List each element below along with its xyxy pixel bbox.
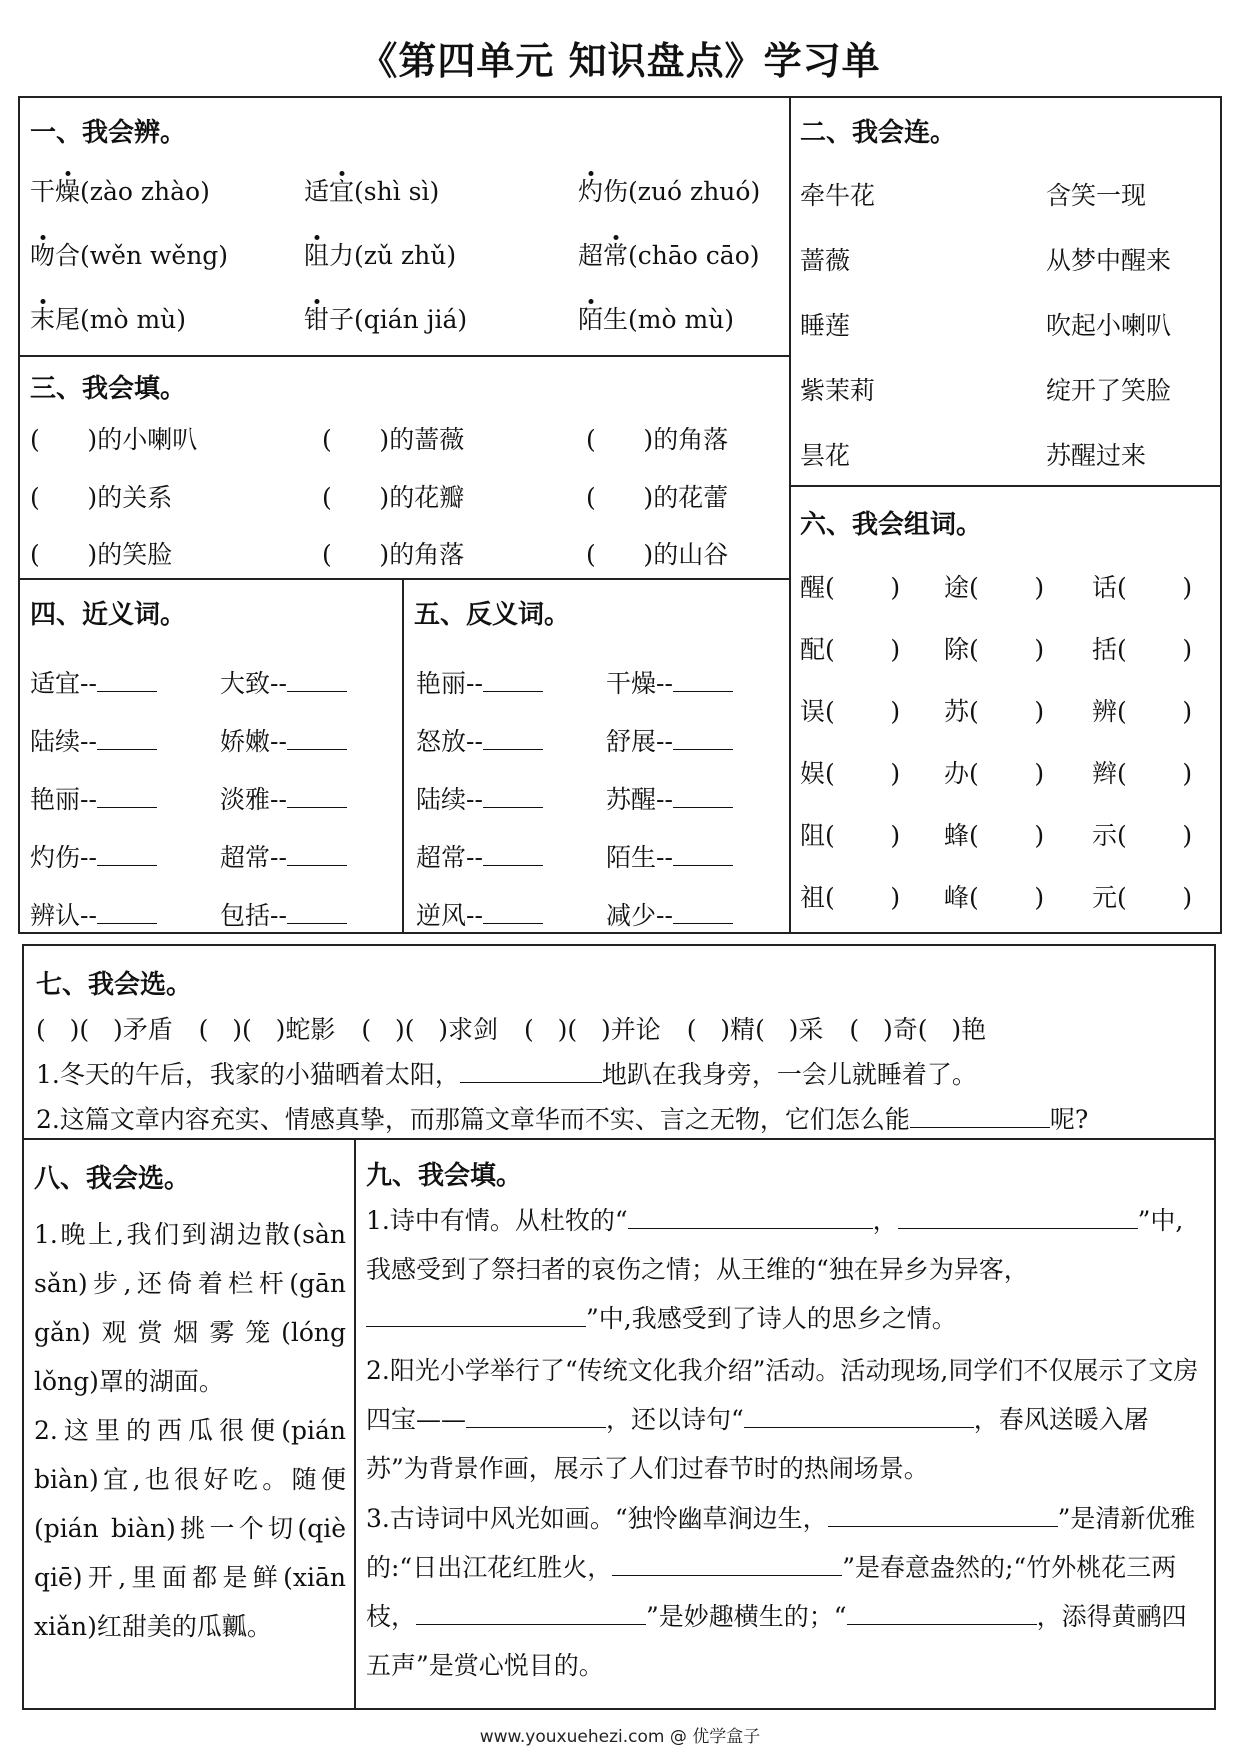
s2-left-item[interactable]: 昙花: [800, 441, 851, 470]
blank[interactable]: [744, 1407, 974, 1428]
idiom-1: 矛盾: [122, 1015, 173, 1044]
s1-heading: 一、我会辨。: [30, 118, 187, 148]
s2-right-item[interactable]: 苏醒过来: [1046, 441, 1147, 470]
s6-item[interactable]: 配( ): [800, 635, 901, 664]
idiom-5a: 精: [730, 1015, 756, 1044]
s7-q1-a: 1.冬天的午后，我家的小猫晒着太阳，: [36, 1060, 460, 1089]
s5-item: 怒放--: [416, 722, 543, 758]
s5-item: 超常--: [416, 838, 543, 874]
s9-p3-c: ”是春意盎然的;“竹外桃花三两枝，: [366, 1553, 1177, 1631]
blank[interactable]: [483, 729, 543, 750]
s6-item[interactable]: 元( ): [1092, 883, 1193, 912]
s6-item[interactable]: 括( ): [1092, 635, 1193, 664]
s2-right-item[interactable]: 吹起小喇叭: [1046, 311, 1172, 340]
blank[interactable]: [483, 787, 543, 808]
s3-heading: 三、我会填。: [30, 374, 187, 404]
blank[interactable]: [828, 1506, 1058, 1527]
s4-item: 艳丽--: [30, 780, 157, 816]
s2-left-item[interactable]: 蔷薇: [800, 246, 851, 275]
s1-item: 阻力(zǔ zhǔ): [304, 241, 457, 270]
idiom-2: 蛇影: [285, 1015, 336, 1044]
s8-heading: 八、我会选。: [34, 1164, 191, 1194]
s4-heading: 四、近义词。: [30, 600, 187, 630]
s9-heading: 九、我会填。: [366, 1161, 523, 1191]
s9-p1-c: ”中,我感受到了祭扫者的哀伤之情；从王维的“独在异乡为异客，: [366, 1206, 1184, 1284]
s9-para-1: [366, 1196, 1208, 1343]
s7-heading: 七、我会选。: [36, 970, 193, 1000]
blank[interactable]: [466, 1407, 606, 1428]
s6-item[interactable]: 阻( ): [800, 821, 901, 850]
s4-item: 包括--: [220, 896, 347, 932]
s5-item: 舒展--: [606, 722, 733, 758]
blank[interactable]: [97, 671, 157, 692]
blank[interactable]: [97, 787, 157, 808]
s4-item: 陆续--: [30, 722, 157, 758]
s3-item[interactable]: ( )的笑脸: [30, 540, 173, 569]
s1-item: 适宜(shì sì): [304, 177, 440, 206]
s2-right-item[interactable]: 从梦中醒来: [1046, 246, 1172, 275]
idiom-6a: 奇: [892, 1015, 918, 1044]
s5-item: 艳丽--: [416, 664, 543, 700]
s9-p1-d: ”中,我感受到了诗人的思乡之情。: [586, 1304, 957, 1333]
s6-heading: 六、我会组词。: [800, 510, 983, 540]
s3-item[interactable]: ( )的角落: [322, 540, 465, 569]
s2-left-item[interactable]: 牵牛花: [800, 181, 876, 210]
s6-item[interactable]: 峰( ): [944, 883, 1045, 912]
s9-p3-e: ，添得黄鹂四五声”是赏心悦目的。: [366, 1602, 1187, 1680]
s3-item[interactable]: ( )的花瓣: [322, 483, 465, 512]
s6-item[interactable]: 辫( ): [1092, 759, 1193, 788]
s6-item[interactable]: 祖( ): [800, 883, 901, 912]
s9-p1-b: ，: [872, 1206, 898, 1235]
s5-item: 干燥--: [606, 664, 733, 700]
idiom-4: 并论: [610, 1015, 661, 1044]
blank[interactable]: [97, 845, 157, 866]
s8-para-2: 2.这里的西瓜很便(pián biàn)宜,也很好吃。随便(pián biàn)挑一个切(qiè qiē)开,里面都是鲜(xiān xiǎn)红甜美的瓜瓤。: [34, 1416, 346, 1641]
s6-item[interactable]: 办( ): [944, 759, 1045, 788]
blank[interactable]: [483, 671, 543, 692]
blank[interactable]: [673, 671, 733, 692]
s6-item[interactable]: 话( ): [1092, 573, 1193, 602]
s2-left-item[interactable]: 睡莲: [800, 311, 851, 340]
s5-item: 逆风--: [416, 896, 543, 932]
s1-item: 钳子(qián jiá): [304, 305, 468, 334]
blank[interactable]: [673, 845, 733, 866]
blank[interactable]: [460, 1062, 602, 1083]
s4-item: 超常--: [220, 838, 347, 874]
s9-p2-a: 2.阳光小学举行了“传统文化我介绍”活动。活动现场,同学们不仅展示了文房四宝——: [366, 1356, 1199, 1434]
blank[interactable]: [366, 1306, 586, 1327]
s9-para-2: [366, 1346, 1208, 1493]
blank[interactable]: [673, 903, 733, 924]
s7-q2-b: 呢?: [1049, 1105, 1089, 1134]
s2-left-item[interactable]: 紫茉莉: [800, 376, 876, 405]
s1-item: 吻合(wěn wěng): [30, 241, 229, 270]
s6-item[interactable]: 误( ): [800, 697, 901, 726]
blank[interactable]: [612, 1555, 842, 1576]
s1-item: 灼伤(zuó zhuó): [578, 177, 761, 206]
blank[interactable]: [847, 1604, 1037, 1625]
s2-right-item[interactable]: 含笑一现: [1046, 181, 1147, 210]
s6-item[interactable]: 示( ): [1092, 821, 1193, 850]
s5-item: 陌生--: [606, 838, 733, 874]
s5-heading: 五、反义词。: [414, 600, 571, 630]
s1-item: 干燥(zào zhào): [30, 177, 210, 206]
s7-q2-a: 2.这篇文章内容充实、情感真挚，而那篇文章华而不实、言之无物，它们怎么能: [36, 1105, 910, 1134]
blank[interactable]: [97, 903, 157, 924]
blank[interactable]: [287, 845, 347, 866]
s6-item[interactable]: 除( ): [944, 635, 1045, 664]
s3-item[interactable]: ( )的花蕾: [586, 483, 729, 512]
s9-p2-b: ，还以诗句“: [606, 1405, 744, 1434]
s6-item[interactable]: 蜂( ): [944, 821, 1045, 850]
s4-item: 辨认--: [30, 896, 157, 932]
blank[interactable]: [628, 1208, 873, 1229]
s1-item: 陌生(mò mù): [578, 305, 735, 334]
s6-item[interactable]: 辨( ): [1092, 697, 1193, 726]
s6-item[interactable]: 醒( ): [800, 573, 901, 602]
s3-item[interactable]: ( )的关系: [30, 483, 173, 512]
blank[interactable]: [287, 729, 347, 750]
blank[interactable]: [287, 787, 347, 808]
s3-item[interactable]: ( )的小喇叭: [30, 425, 198, 454]
page-title: 《第四单元 知识盘点》学习单: [359, 39, 881, 83]
s4-item: 大致--: [220, 664, 347, 700]
s9-p3-a: 3.古诗词中风光如画。“独怜幽草涧边生，: [366, 1504, 828, 1533]
idiom-3: 求剑: [448, 1015, 499, 1044]
s7-q1: [36, 1055, 977, 1091]
s4-item: 娇嫩--: [220, 722, 347, 758]
s6-item[interactable]: 苏( ): [944, 697, 1045, 726]
s1-item: 超常(chāo cāo): [578, 241, 760, 270]
idiom-6b: 艳: [961, 1015, 987, 1044]
s3-item[interactable]: ( )的角落: [586, 425, 729, 454]
blank[interactable]: [898, 1208, 1138, 1229]
s1-item: 末尾(mò mù): [30, 305, 187, 334]
blank[interactable]: [673, 729, 733, 750]
s9-p1-a: 1.诗中有情。从杜牧的“: [366, 1206, 628, 1235]
s3-item[interactable]: ( )的山谷: [586, 540, 729, 569]
s6-item[interactable]: 娱( ): [800, 759, 901, 788]
s4-item: 适宜--: [30, 664, 157, 700]
idiom-5b: 采: [798, 1015, 824, 1044]
s7-idiom-row: ( )( )矛盾 ( )( )蛇影 ( )( )求剑 ( )( )并论 ( )精( )采 ( )奇( )艳: [36, 1015, 987, 1044]
blank[interactable]: [416, 1604, 646, 1625]
blank[interactable]: [483, 845, 543, 866]
s5-item: 陆续--: [416, 780, 543, 816]
s9-para-3: [366, 1494, 1208, 1690]
s7-q1-b: 地趴在我身旁，一会儿就睡着了。: [601, 1060, 977, 1089]
footer: www.youxuehezi.com @ 优学盒子: [479, 1727, 761, 1747]
blank[interactable]: [673, 787, 733, 808]
s9-p3-d: ”是妙趣横生的；“: [646, 1602, 847, 1631]
s2-heading: 二、我会连。: [800, 118, 957, 148]
s4-item: 淡雅--: [220, 780, 347, 816]
s4-item: 灼伤--: [30, 838, 157, 874]
blank[interactable]: [287, 903, 347, 924]
s3-item[interactable]: ( )的蔷薇: [322, 425, 465, 454]
s9-p3-b: ”是清新优雅的:“日出江花红胜火，: [366, 1504, 1196, 1582]
s2-right-item[interactable]: 绽开了笑脸: [1046, 376, 1172, 405]
s6-item[interactable]: 途( ): [944, 573, 1045, 602]
s5-item: 苏醒--: [606, 780, 733, 816]
blank[interactable]: [97, 729, 157, 750]
s9-p2-c: ，春风送暖入屠苏”为背景作画，展示了人们过春节时的热闹场景。: [366, 1405, 1149, 1483]
s5-item: 减少--: [606, 896, 733, 932]
blank[interactable]: [483, 903, 543, 924]
blank[interactable]: [287, 671, 347, 692]
s8-para-1: 1.晚上,我们到湖边散(sàn sǎn)步,还倚着栏杆(gān gǎn)观赏烟雾笼(lóng lǒng)罩的湖面。: [34, 1220, 346, 1396]
s7-q2: [36, 1100, 1088, 1136]
blank[interactable]: [910, 1107, 1050, 1128]
